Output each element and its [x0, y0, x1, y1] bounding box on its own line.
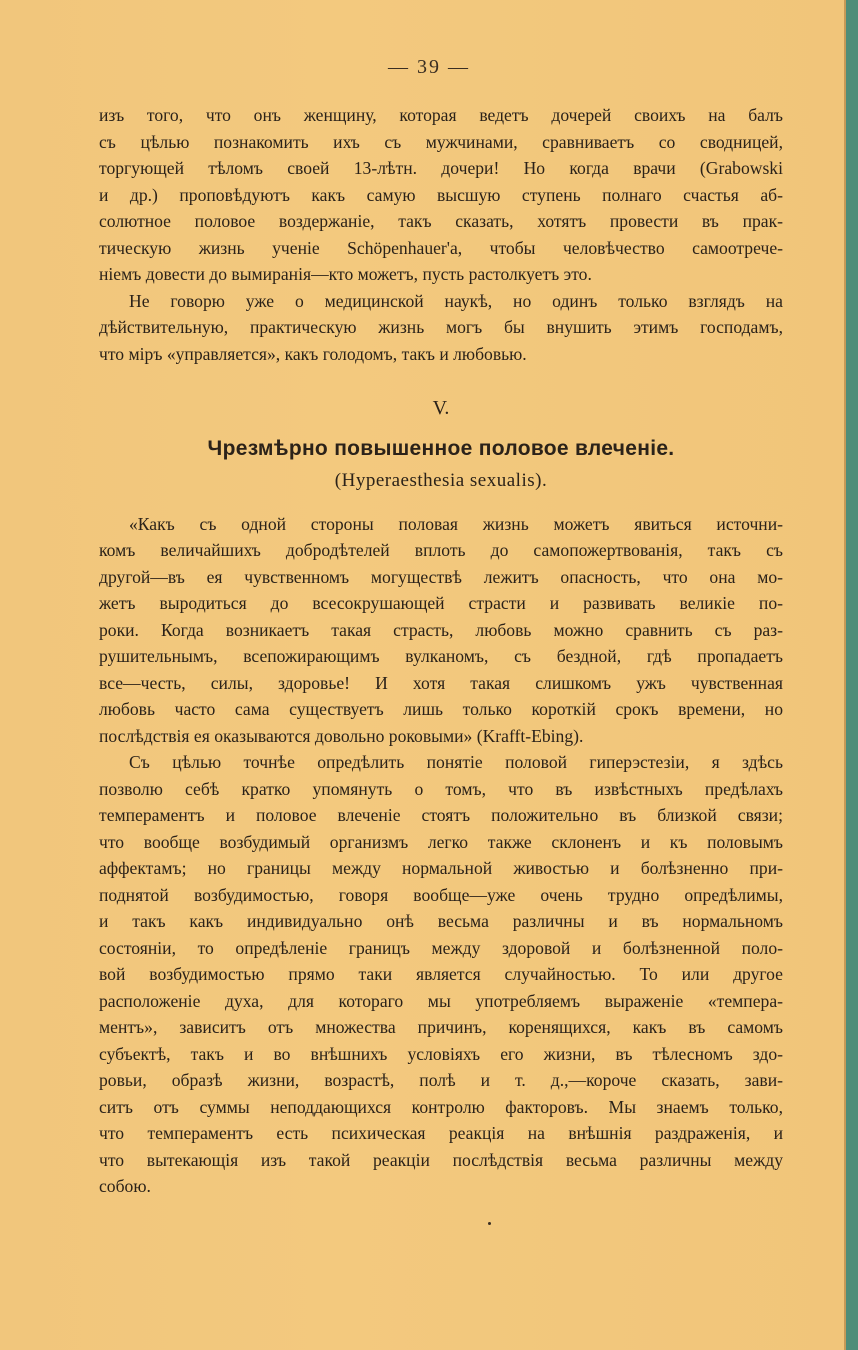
text-line: послѣдствія ея оказываются довольно роковыми» (Krafft-Ebing).	[99, 725, 584, 746]
text-line: ментъ», зависитъ отъ множества причинъ, коренящихся, какъ въ самомъ	[99, 1017, 783, 1037]
text-line: поднятой возбудимостью, говоря вообще—уже очень трудно опредѣлимы,	[99, 884, 783, 905]
section-number: V.	[432, 397, 450, 419]
section-subtitle: (Hyperaesthesia sexualis).	[334, 470, 548, 491]
text-line: любовь часто сама существуетъ лишь только короткій срокъ времени, но	[99, 699, 783, 719]
text-line: что міръ «управляется», какъ голодомъ, такъ и любовью.	[99, 343, 527, 364]
text-line: другой—въ ея чувственномъ могуществѣ лежитъ опасность, что она мо-	[99, 566, 783, 587]
text-line: торгующей тѣломъ своей 13-лѣтн. дочери! Но когда врачи (Grabowski	[99, 158, 783, 178]
text-line: что темпераментъ есть психическая реакція на внѣшнія раздраженія, и	[99, 1123, 783, 1143]
page-edge	[844, 0, 858, 1350]
text-line: изъ того, что онъ женщину, которая ведетъ дочерей своихъ на балъ	[99, 105, 783, 125]
paragraph-2	[99, 288, 783, 368]
text-line: Съ цѣлью точнѣе опредѣлить понятіе половой гиперэстезіи, я здѣсь	[129, 752, 783, 772]
text-line: аффектамъ; но границы между нормальной живостью и болѣзненно при-	[99, 858, 783, 878]
text-line: роки. Когда возникаетъ такая страсть, любовь можно сравнить съ раз-	[99, 619, 783, 640]
text-line: темпераментъ и половое влеченіе стоятъ положительно въ близкой связи;	[99, 805, 783, 825]
text-line: солютное половое воздержаніе, такъ сказать, хотятъ провести въ прак-	[99, 211, 783, 231]
paragraph-3	[99, 511, 783, 750]
text-line: что вытекающія изъ такой реакціи послѣдствія весьма различны между	[99, 1149, 783, 1170]
text-line: комъ величайшихъ добродѣтелей вплоть до самопожертвованія, такъ съ	[99, 540, 783, 560]
page-number: — 39 —	[388, 56, 470, 78]
text-line: расположеніе духа, для котораго мы употребляемъ выраженіе «темпера-	[99, 990, 783, 1011]
text-line: и такъ какъ индивидуально онѣ весьма различны и въ нормальномъ	[99, 911, 783, 931]
text-line: и др.) проповѣдуютъ какъ самую высшую ступень полнаго счастья аб-	[99, 184, 783, 205]
paragraph-1	[99, 102, 783, 288]
text-line: ніемъ довести до вымиранія—кто можетъ, пусть растолкуетъ это.	[99, 264, 592, 284]
text-line: все—честь, силы, здоровье! И хотя такая слишкомъ ужъ чувственная	[99, 672, 783, 693]
text-line: субъектѣ, такъ и во внѣшнихъ условіяхъ его жизни, въ тѣлесномъ здо-	[99, 1043, 783, 1064]
text-line: вой возбудимостью прямо таки является случайностью. То или другое	[99, 964, 783, 984]
page-body	[99, 102, 783, 1200]
text-line: Не говорю уже о медицинской наукѣ, но одинъ только взглядъ на	[129, 290, 783, 311]
paragraph-4	[99, 749, 783, 1200]
text-line: состояніи, то опредѣленіе границъ между здоровой и болѣзненной поло-	[99, 937, 783, 958]
spacer	[99, 495, 783, 511]
text-line: собою.	[99, 1176, 151, 1196]
text-line: тическую жизнь ученіе Schöpenhauer'а, чтобы человѣчество самоотрече-	[99, 237, 783, 258]
section-title: Чрезмѣрно повышенное половое влеченіе.	[207, 436, 675, 460]
text-line: позволю себѣ кратко упомянуть о томъ, что въ извѣстныхъ предѣлахъ	[99, 778, 783, 799]
ink-speck	[488, 1222, 491, 1225]
text-line: съ цѣлью познакомить ихъ съ мужчинами, сравниваетъ со сводницей,	[99, 131, 783, 152]
text-line: дѣйствительную, практическую жизнь могъ бы внушить этимъ господамъ,	[99, 317, 783, 337]
text-line: ровьи, образѣ жизни, возрастѣ, полѣ и т. д.,—короче сказать, зави-	[99, 1070, 783, 1090]
text-line: что вообще возбудимый организмъ легко также склоненъ и къ половымъ	[99, 831, 783, 852]
text-line: жетъ выродиться до всесокрушающей страсти и развивать великіе по-	[99, 593, 783, 613]
text-line: ситъ отъ суммы неподдающихся контролю факторовъ. Мы знаемъ только,	[99, 1096, 783, 1117]
text-line: «Какъ съ одной стороны половая жизнь можетъ явиться источни-	[129, 513, 783, 534]
text-line: рушительнымъ, всепожирающимъ вулканомъ, съ бездной, гдѣ пропадаетъ	[99, 646, 783, 666]
